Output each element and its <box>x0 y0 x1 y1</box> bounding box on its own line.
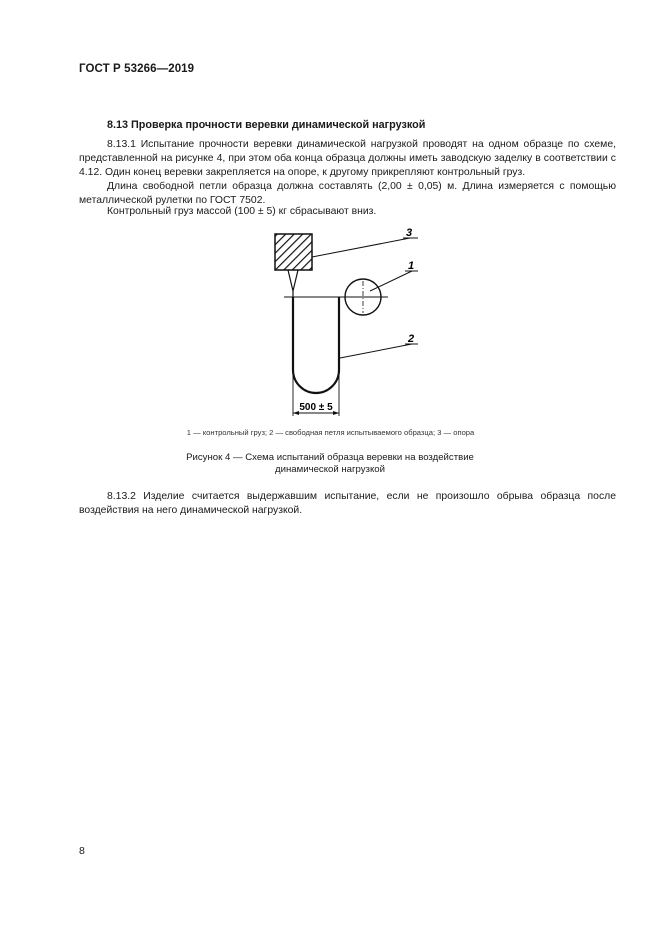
paragraph-8-13-2: 8.13.2 Изделие считается выдержавшим испытание, если не произошло обрыва образца после воздействия на него динамической нагрузкой. <box>79 491 616 516</box>
page-number: 8 <box>79 845 85 857</box>
label-loop: 2 <box>408 333 415 345</box>
label-weight: 3 <box>406 227 413 239</box>
dimension-arrow-left <box>293 411 299 415</box>
label-support: 1 <box>408 260 415 272</box>
section-title: 8.13 Проверка прочности веревки динамической нагрузкой <box>107 119 426 131</box>
dimension-arrow-right <box>333 411 339 415</box>
figure-caption <box>180 452 480 476</box>
leader-line-2 <box>340 344 412 358</box>
rope-knot <box>288 270 298 297</box>
figure-legend: 1 — контрольный груз; 2 — свободная петля испытываемого образца; 3 — опора <box>186 428 475 437</box>
paragraph-loop-length: Длина свободной петли образца должна составлять (2,00 ± 0,05) м. Длина измеряется с помощью металлической рулетки по ГОСТ 7502. <box>79 181 616 206</box>
dimension-value: 500 ± 5 <box>299 402 333 413</box>
document-id: ГОСТ Р 53266—2019 <box>79 63 195 75</box>
figure-caption-line-2: динамической нагрузкой <box>275 464 385 475</box>
paragraph-8-13-1: 8.13.1 Испытание прочности веревки динамической нагрузкой проводят на одном образце по схеме, представленной на рисунке 4, при этом оба конца образца должны иметь заводскую заделку в соответствии с 4.12. Один конец веревки закрепляется на опоре, к другому прикрепляют контрольный груз. <box>79 139 616 178</box>
paragraph-weight-mass: Контрольный груз массой (100 ± 5) кг сбрасывают вниз. <box>107 206 377 217</box>
leader-line-1 <box>370 271 412 291</box>
weight-block <box>275 234 312 270</box>
figure-4-test-scheme <box>260 225 430 420</box>
leader-line-3 <box>312 238 410 257</box>
rope-loop <box>293 297 339 393</box>
figure-caption-line-1: Рисунок 4 — Схема испытаний образца веревки на воздействие <box>186 452 474 463</box>
